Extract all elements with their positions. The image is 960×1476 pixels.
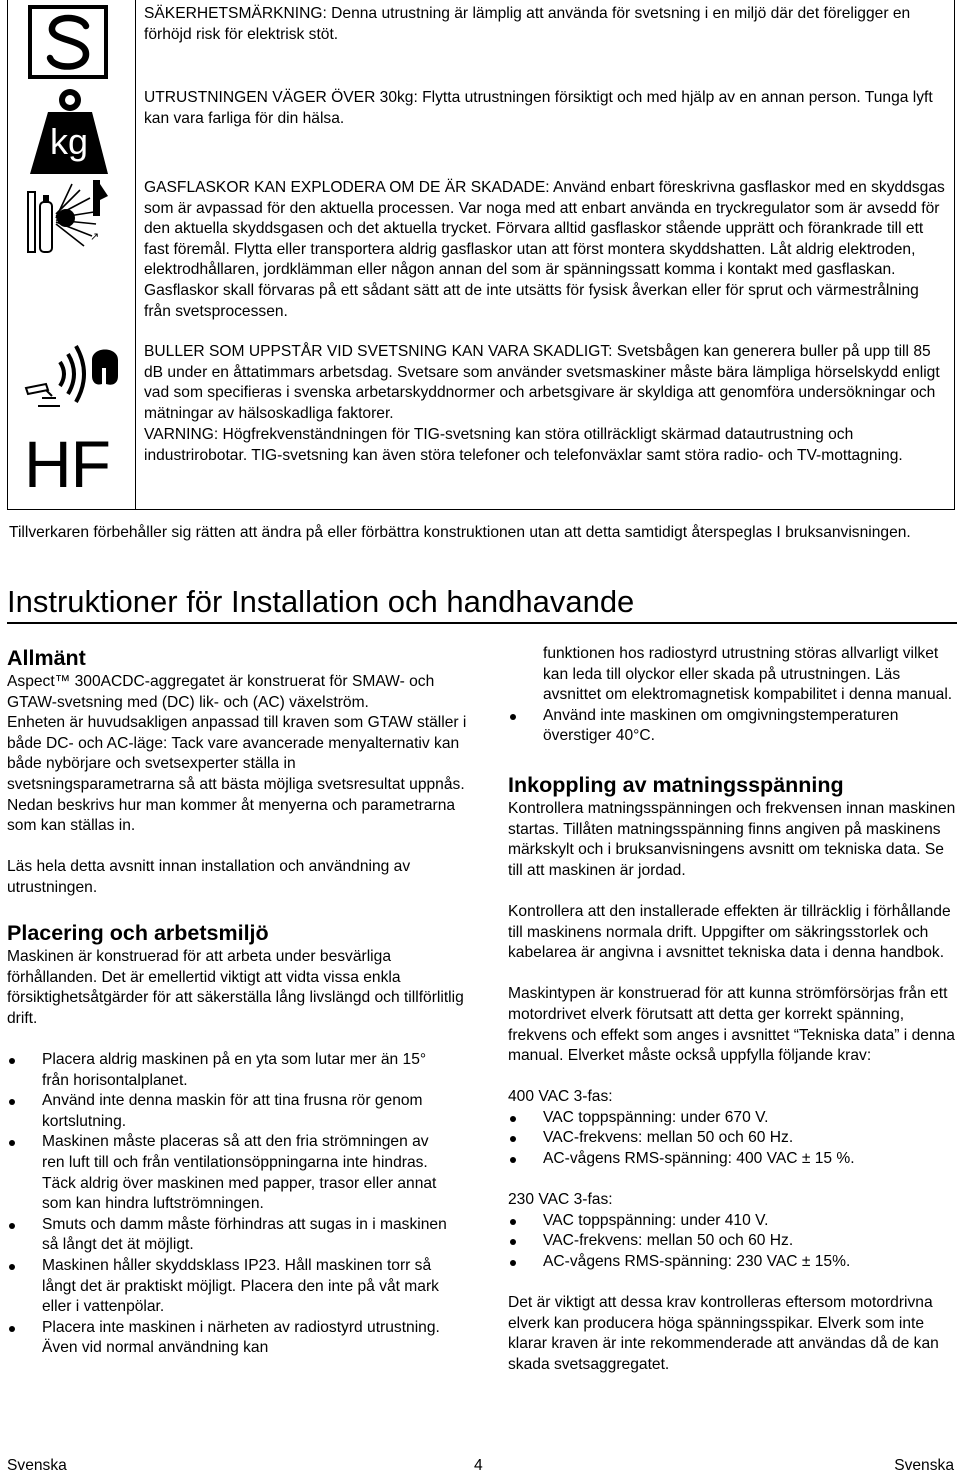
safety-warnings-table: [7, 0, 955, 510]
paragraph: Maskintypen är konstruerad för att kunna strömförsörjas från ett motordrivet elverk förutsatt att detta ger korrekt spänning, frekvens och effekt som anges i avsnittet “Tekniska data” i denna manual. Elverket måste också uppfylla följande krav:: [508, 985, 955, 1065]
paragraph: Det är viktigt att dessa krav kontrolleras eftersom motordrivna elverk kan producera höga spänningsspikar. Elverk som inte klarar kraven är inte rekommenderade att användas då de kan skada svetsaggregatet.: [508, 1294, 939, 1373]
page-title: Instruktioner för Installation och handhavande: [7, 582, 957, 624]
subheading-230vac: 230 VAC 3-fas:: [508, 1191, 613, 1209]
list-item: AC-vågens RMS-spänning: 400 VAC ± 15 %.: [508, 1149, 958, 1170]
gas-cylinder-explosion-icon: [8, 178, 135, 258]
warning-gas-cylinders: GASFLASKOR KAN EXPLODERA OM DE ÄR SKADADE: Använd enbart föreskrivna gasflaskor med en skyddsgas som är avpassad för den aktuella processen. Var noga med att enbart använda en tryckregulator som är avsedd för den aktuella skyddsgasen och det aktuella trycket. Förvara alltid gasflaskor stående upprätt och förankrade till ett fast föremål. Flytta eller transportera aldrig gasflaskor utan att först montera skyddshatten. Låt aldrig elektroden, elektrodhållaren, jordklämman eller någon annan del som är spänningssatt komma i kontakt med gasflaskan. Gasflaskor skall förvaras på ett sådant sätt att de inte utsätts för fysisk åverkan eller för sprut och värmestrålning från svetsprocessen.: [144, 179, 945, 320]
list-item: Använd inte denna maskin för att tina frusna rör genom kortslutning.: [7, 1091, 447, 1132]
section-heading-inkoppling: Inkoppling av matningsspänning: [508, 772, 844, 797]
list-item: VAC-frekvens: mellan 50 och 60 Hz.: [508, 1231, 958, 1252]
230vac-requirements-list: [508, 1211, 958, 1273]
subheading-400vac: 400 VAC 3-fas:: [508, 1088, 613, 1106]
section-heading-allmant: Allmänt: [7, 646, 86, 670]
list-item: Placera inte maskinen i närheten av radiostyrd utrustning. Även vid normal användning kan: [7, 1318, 447, 1359]
hf-icon: HF: [24, 427, 110, 501]
list-item: Smuts och damm måste förhindras att sugas in i maskinen så långt det ät möjligt.: [7, 1215, 447, 1256]
footer-language-left: Svenska: [7, 1457, 67, 1474]
safety-mark-s-icon: [8, 4, 135, 80]
temperature-bullet-list: [508, 706, 958, 747]
warning-high-frequency: VARNING: Högfrekvenständningen för TIG-svetsning kan störa otillräckligt skärmad datautrustning och industrirobotar. TIG-svetsning kan även störa telefoner och telefonväxlar samt störa radio- och TV-mottagning.: [144, 426, 903, 464]
placement-bullet-list: [7, 1050, 467, 1359]
section-heading-placering: Placering och arbetsmiljö: [7, 921, 269, 946]
paragraph: Kontrollera att den installerade effekten är tillräcklig i förhållande till maskinens normala drift. Uppgifter om säkringsstorlek och kabelarea är angivna i avsnittet tekniska data i denna handbok.: [508, 902, 951, 962]
paragraph: Enheten är huvudsakligen anpassad till kraven som GTAW ställer i både DC- och AC-läge: Tack vare avancerade menyalternativ kan både nybörjare och svetsexperter ställa in svetsningsparametrarna så att bästa möjliga svetsresultat uppnås.: [7, 714, 467, 793]
warning-noise: BULLER SOM UPPSTÅR VID SVETSNING KAN VARA SKADLIGT: Svetsbågen kan generera buller på upp till 85 dB under en åttatimmars arbetsdag. Svetsare som använder svetsmaskiner måste bära lämpliga hörselskydd enligt vad som specifieras i svenska arbetarskyddnormer och arbetsgivare är skyldiga att genomföra undersökningar och mätningar av hälsoskadliga faktorer.: [144, 343, 940, 422]
list-item: AC-vågens RMS-spänning: 230 VAC ± 15%.: [508, 1252, 958, 1273]
footer-language-right: Svenska: [894, 1457, 954, 1474]
page-number: 4: [474, 1457, 483, 1474]
warning-heavy-equipment: UTRUSTNINGEN VÄGER ÖVER 30kg: Flytta utrustningen försiktigt och med hjälp av en annan person. Tunga lyft kan vara farliga för din hälsa.: [144, 89, 933, 127]
paragraph-continued: funktionen hos radiostyrd utrustning störas allvarligt vilket kan leda till olyckor eller skada på utrustningen. Läs avsnittet om elektromagnetisk kompabilitet i denna manual.: [543, 645, 953, 704]
paragraph: Kontrollera matningsspänningen och frekvensen innan maskinen startas. Tillåten matningsspänning finns angiven på maskinens märkskylt och i bruksanvisningens avsnitt om tekniska data. Se till att maskinen är jordad.: [508, 799, 956, 879]
list-item: VAC-frekvens: mellan 50 och 60 Hz.: [508, 1128, 958, 1149]
paragraph: Maskinen är konstruerad för att arbeta under besvärliga förhållanden. Det är emellertid viktigt att vidta vissa enkla försiktighetsåtgärder för att säkerställa lång livslängd och tillförlitlig drift.: [7, 948, 464, 1027]
list-item: Maskinen måste placeras så att den fria strömningen av ren luft till och från ventilationsöppningarna inte hindras. Täck aldrig över maskinen med papper, trasor eller annat som kan hindra luftströmningen.: [7, 1132, 447, 1214]
hearing-protection-icon: [8, 340, 135, 416]
list-item: Placera aldrig maskinen på en yta som lutar mer än 15° från horisontalplanet.: [7, 1050, 447, 1091]
right-column: [508, 644, 958, 1376]
warning-icons-column: [8, 0, 136, 509]
warning-electric-shock: SÄKERHETSMÄRKNING: Denna utrustning är lämplig att använda för svetsning i en miljö där det föreligger en förhöjd risk för elektrisk stöt.: [144, 5, 911, 43]
paragraph: Aspect™ 300ACDC-aggregatet är konstruerat för SMAW- och GTAW-svetsning med (DC) lik- och (AC) växelström.: [7, 673, 435, 711]
400vac-requirements-list: [508, 1108, 958, 1170]
paragraph: Nedan beskrivs hur man kommer åt menyerna och parametrarna som kan ställas in.: [7, 796, 456, 835]
list-item: VAC toppspänning: under 410 V.: [508, 1211, 958, 1232]
svg-text:↗: ↗: [90, 231, 100, 243]
left-column: [7, 644, 467, 1359]
list-item: Maskinen håller skyddsklass IP23. Håll maskinen torr så långt det är praktiskt möjligt. Placera den inte på våt mark eller i vattenpölar.: [7, 1256, 447, 1318]
list-item: VAC toppspänning: under 670 V.: [508, 1108, 958, 1129]
svg-text:kg: kg: [49, 121, 89, 162]
kg-weight-icon: [8, 86, 135, 178]
manufacturer-note: Tillverkaren förbehåller sig rätten att ändra på eller förbättra konstruktionen utan att detta samtidigt återspeglas I bruksanvisningen.: [9, 524, 911, 541]
list-item: Använd inte maskinen om omgivningstemperaturen överstiger 40°C.: [508, 706, 958, 747]
paragraph: Läs hela detta avsnitt innan installation och användning av utrustningen.: [7, 858, 411, 896]
